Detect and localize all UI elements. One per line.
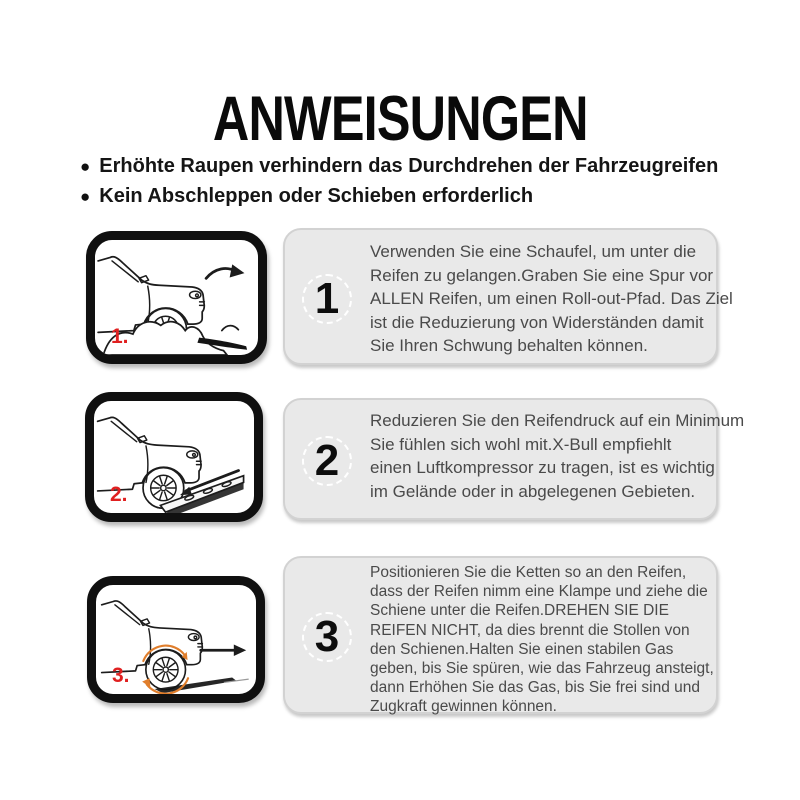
step3-number-badge: 3 [302, 612, 352, 662]
step1-text [370, 240, 733, 358]
bullet-text: Erhöhte Raupen verhindern das Durchdrehen der Fahrzeugreifen [99, 155, 719, 177]
step3-text-panel [283, 556, 718, 714]
text-line: Zugkraft gewinnen können. [370, 698, 557, 716]
bullet-item [80, 183, 718, 210]
text-line: Reifen zu gelangen.Graben Sie eine Spur vor [370, 265, 714, 285]
track-shadow [155, 677, 237, 693]
forward-arrow-icon [201, 644, 246, 656]
text-line: REIFEN NICHT, da dies brennt die Stollen von [370, 621, 690, 639]
step3-text [370, 563, 714, 717]
text-line: Verwenden Sie eine Schaufel, um unter die [370, 242, 697, 261]
step2-illustration-frame [85, 392, 263, 522]
bullet-dot-icon: ● [80, 187, 91, 206]
page-title-text: ANWEISUNGEN [212, 84, 588, 154]
bullet-item [80, 153, 718, 180]
bullet-dot-icon: ● [80, 157, 91, 176]
mound-bump [222, 326, 239, 331]
text-line: dann Erhöhen Sie das Gas, bis Sie frei sind und [370, 679, 701, 697]
text-line: im Gelände oder in abgelegenen Gebieten. [370, 481, 696, 501]
step1-number-badge: 1 [302, 274, 352, 324]
curved-arrow-icon [206, 264, 244, 278]
bullet-text: Kein Abschleppen oder Schieben erforderlich [99, 185, 534, 207]
step2-text-panel [283, 398, 745, 520]
step2-number-badge: 2 [302, 436, 352, 486]
text-line: Reduzieren Sie den Reifendruck auf ein Minimum [370, 411, 745, 430]
page-title [0, 84, 800, 154]
text-line: dass der Reifen nimm eine Klampe und ziehe die [370, 583, 708, 601]
step1-illustration-frame [86, 231, 267, 364]
figure-label: 3. [112, 664, 130, 687]
step2-text [370, 409, 744, 503]
text-line: Sie Ihren Schwung behalten können. [370, 336, 648, 355]
text-line: den Schienen.Halten Sie einen stabilen Gas [370, 640, 674, 658]
step1-text-panel [283, 228, 733, 365]
text-line: Positionieren Sie die Ketten so an den Reifen, [370, 564, 687, 581]
step3-illustration-frame [87, 576, 265, 703]
text-line: ist die Reduzierung von Widerständen damit [370, 312, 704, 332]
text-line: geben, bis Sie spüren, wie das Fahrzeug ansteigt, [370, 660, 714, 678]
text-line: ALLEN Reifen, um einen Roll-out-Pfad. Das Ziel [370, 289, 733, 308]
text-line: Schiene unter die Reifen.DREHEN SIE DIE [370, 602, 669, 620]
text-line: einen Luftkompressor zu tragen, ist es wichtig [370, 458, 715, 477]
figure-label: 2. [110, 483, 128, 506]
bullet-list [80, 153, 718, 213]
figure-label: 1. [111, 325, 129, 348]
text-line: Sie fühlen sich wohl mit.X-Bull empfiehlt [370, 434, 672, 454]
